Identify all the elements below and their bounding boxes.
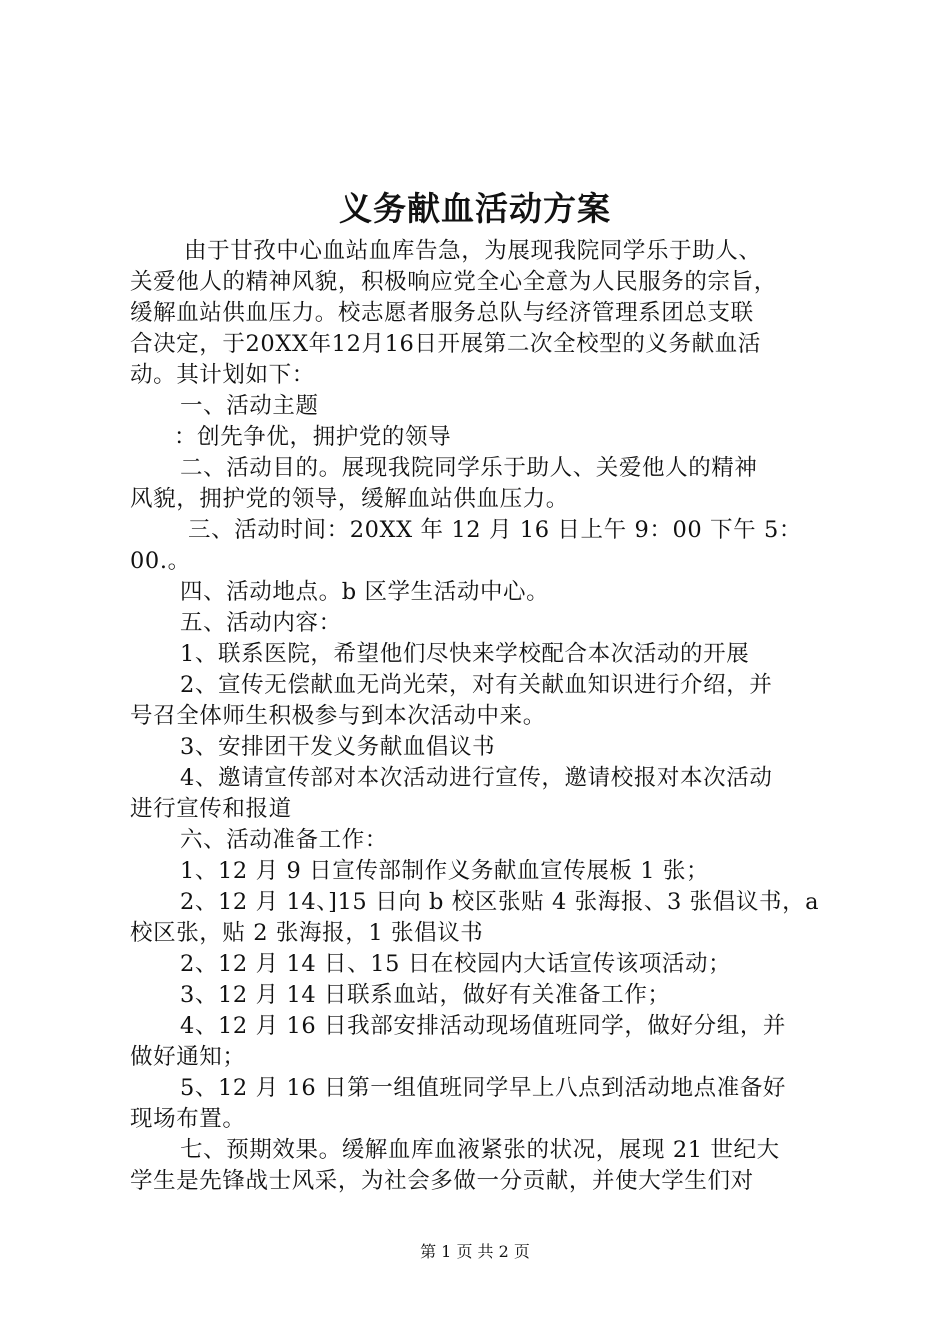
paragraph-line: 五、活动内容： (180, 610, 342, 636)
paragraph-line: 缓解血站供血压力。校志愿者服务总队与经济管理系团总支联 (130, 300, 754, 326)
paragraph-line: 动。其计划如下： (130, 362, 315, 388)
paragraph-line: 2、12 月 14 日、15 日在校园内大话宣传该项活动； (180, 951, 732, 977)
paragraph-line: 合决定，于20XX年12月16日开展第二次全校型的义务献血活 (130, 331, 761, 357)
paragraph-line: 由于甘孜中心血站血库告急，为展现我院同学乐于助人、 (184, 238, 762, 264)
paragraph-line: 4、12 月 16 日我部安排活动现场值班同学，做好分组，并 (180, 1013, 787, 1039)
paragraph-line: 四、活动地点。b 区学生活动中心。 (180, 579, 550, 605)
document-title: 义务献血活动方案 (339, 189, 611, 228)
paragraph-line: 二、活动目的。展现我院同学乐于助人、关爱他人的精神 (180, 455, 758, 481)
paragraph-line: 4、邀请宣传部对本次活动进行宣传，邀请校报对本次活动 (180, 765, 773, 791)
paragraph-line: 2、12 月 14、]15 日向 b 校区张贴 4 张海报、3 张倡议书，a (180, 889, 820, 915)
paragraph-line: 现场布置。 (130, 1106, 246, 1132)
paragraph-line: 三、活动时间：20XX 年 12 月 16 日上午 9：00 下午 5： (188, 517, 803, 543)
paragraph-line: 1、12 月 9 日宣传部制作义务献血宣传展板 1 张； (180, 858, 710, 884)
paragraph-line: 做好通知； (130, 1044, 246, 1070)
paragraph-line: 风貌，拥护党的领导，缓解血站供血压力。 (130, 486, 569, 512)
paragraph-line: 一、活动主题 (180, 393, 319, 419)
document-body (130, 236, 830, 1197)
paragraph-line: 进行宣传和报道 (130, 796, 292, 822)
paragraph-line: 3、12 月 14 日联系血站，做好有关准备工作； (180, 982, 671, 1008)
paragraph-line: 3、安排团干发义务献血倡议书 (180, 734, 496, 760)
paragraph-line: 5、12 月 16 日第一组值班同学早上八点到活动地点准备好 (180, 1075, 787, 1101)
paragraph-line: 学生是先锋战士风采，为社会多做一分贡献，并使大学生们对 (130, 1168, 754, 1194)
paragraph-line: 00.。 (130, 548, 191, 574)
paragraph-line: 七、预期效果。缓解血库血液紧张的状况，展现 21 世纪大 (180, 1137, 780, 1163)
paragraph-line: 六、活动准备工作： (180, 827, 388, 853)
paragraph-line: 号召全体师生积极参与到本次活动中来。 (130, 703, 546, 729)
paragraph-line: 2、宣传无偿献血无尚光荣，对有关献血知识进行介绍，并 (180, 672, 773, 698)
paragraph-line: 关爱他人的精神风貌，积极响应党全心全意为人民服务的宗旨， (130, 269, 777, 295)
page-footer: 第 1 页 共 2 页 (420, 1242, 530, 1261)
paragraph-line: 1、联系医院，希望他们尽快来学校配合本次活动的开展 (180, 641, 750, 667)
paragraph-line: 校区张，贴 2 张海报，1 张倡议书 (130, 920, 484, 946)
paragraph-line: ：创先争优，拥护党的领导 (174, 424, 452, 450)
